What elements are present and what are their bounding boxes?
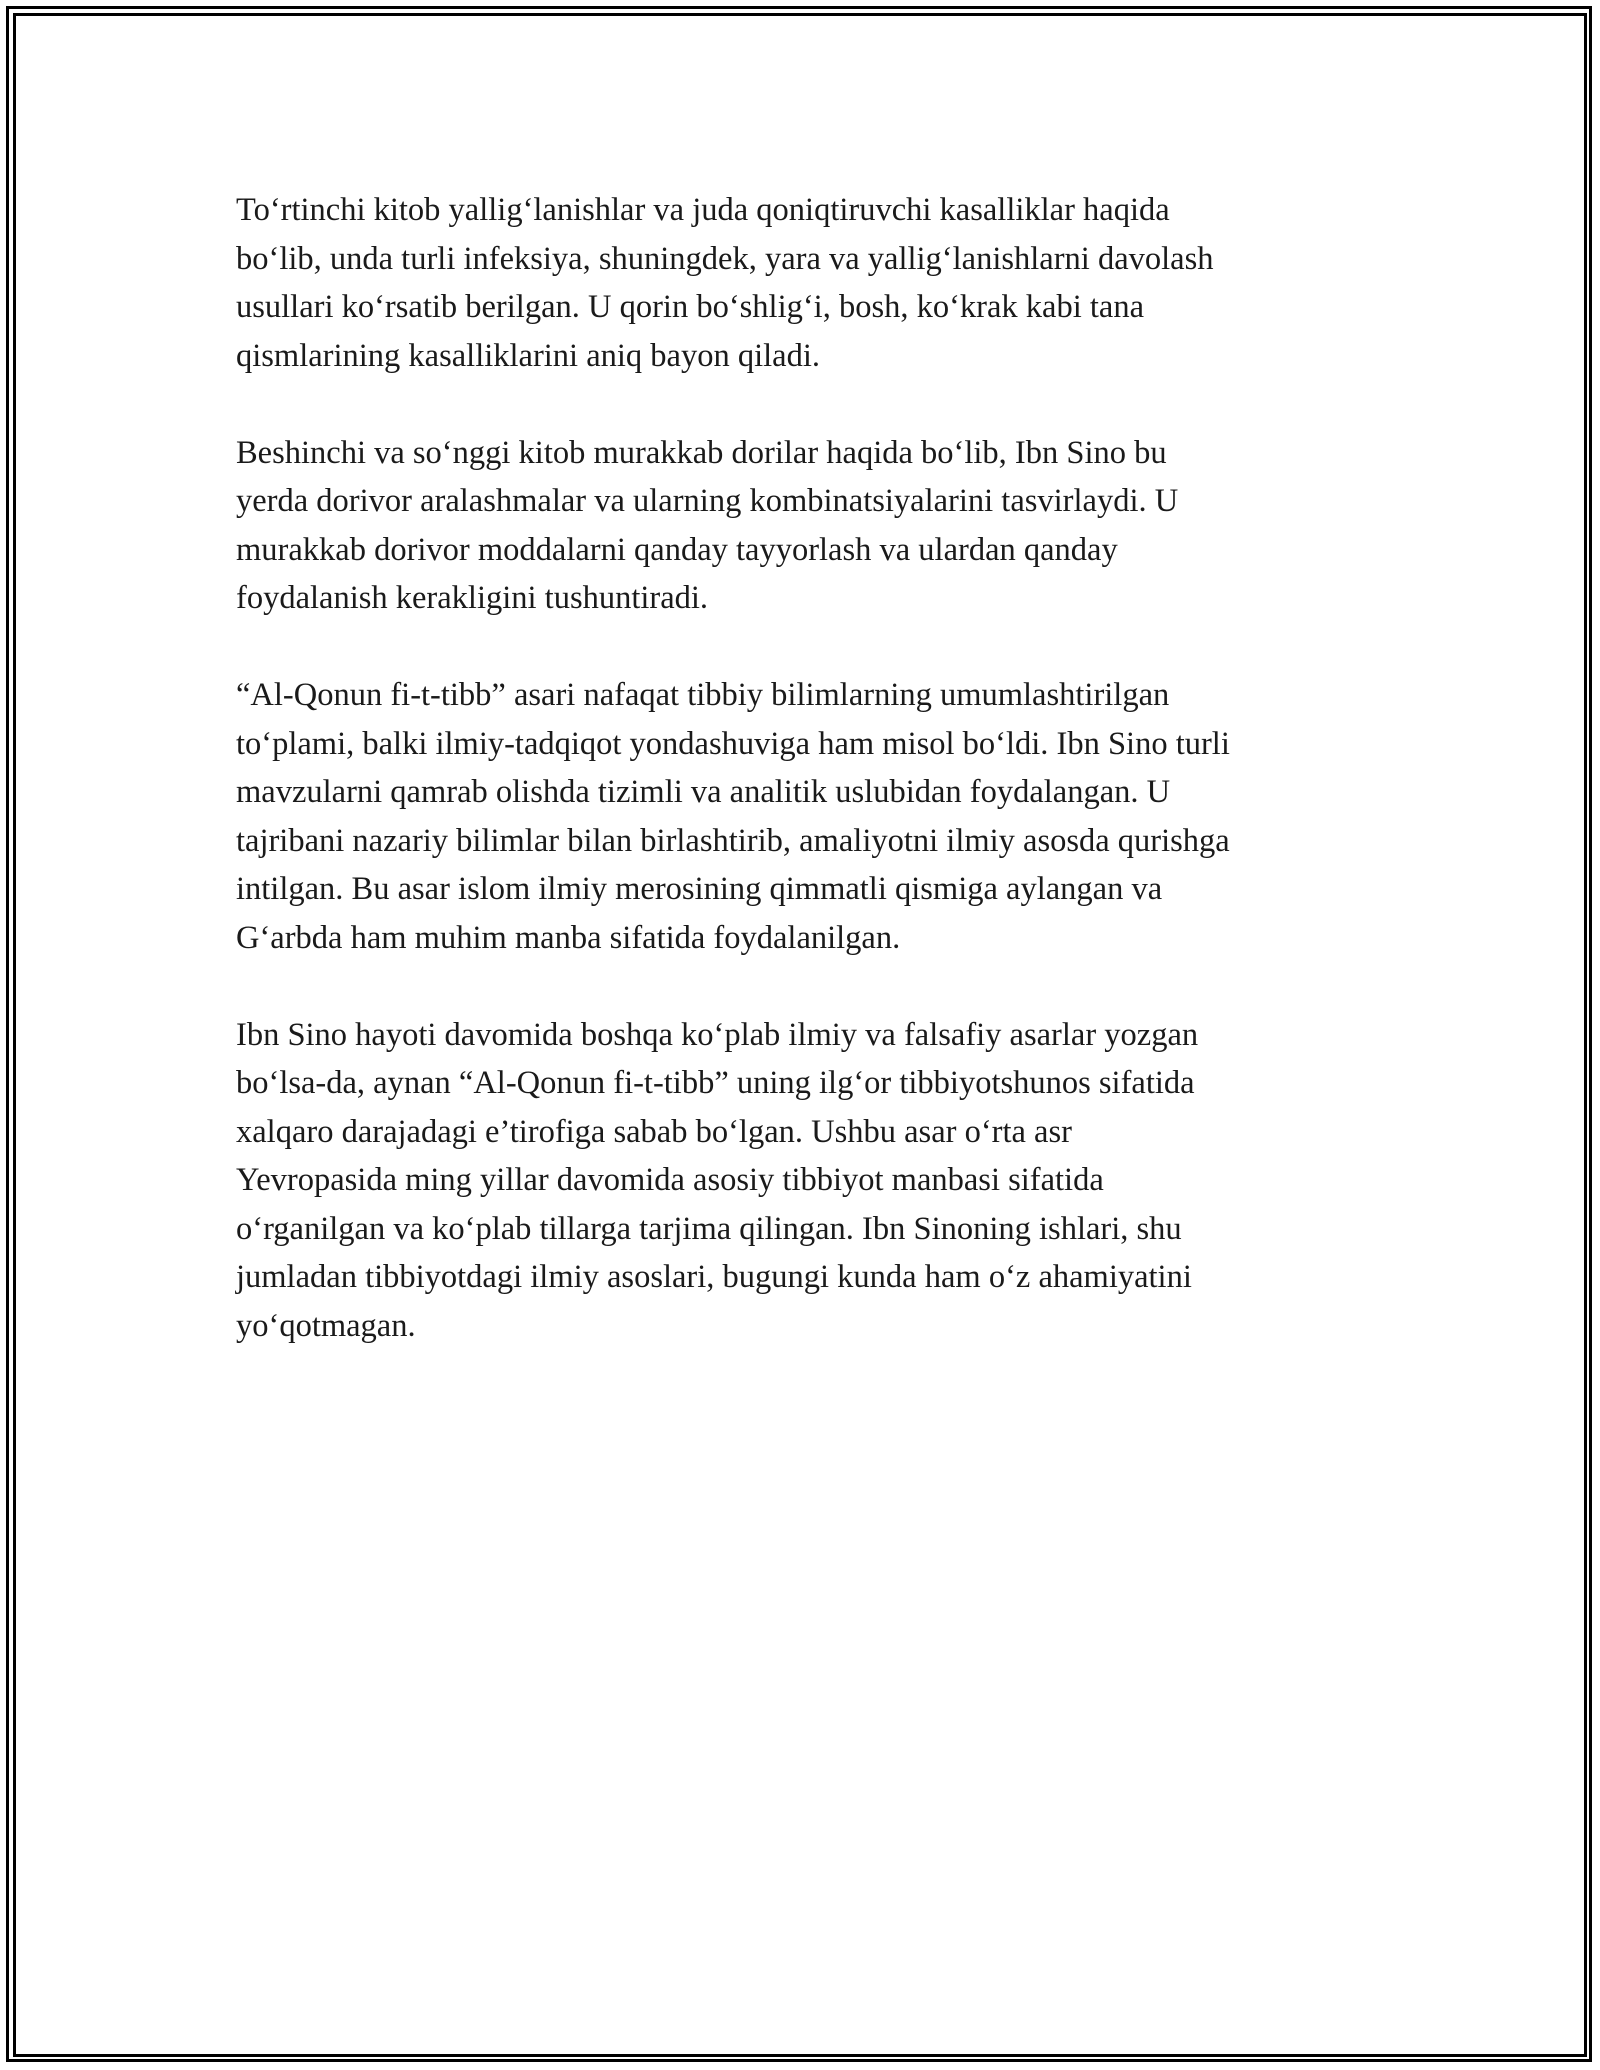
paragraph-fourth-book bbox=[236, 186, 1366, 380]
text-line: tajribani nazariy bilimlar bilan birlashtirib, amaliyotni ilmiy asosda qurishga bbox=[236, 822, 1230, 859]
text-line: jumladan tibbiyotdagi ilmiy asoslari, bugungi kunda ham o‘z ahamiyatini bbox=[236, 1259, 1192, 1295]
paragraph-fifth-book bbox=[236, 429, 1366, 623]
text-line: mavzularni qamrab olishda tizimli va analitik uslubidan foydalangan. U bbox=[236, 774, 1171, 810]
text-line: xalqaro darajadagi e’tirofiga sabab bo‘lgan. Ushbu asar o‘rta asr bbox=[236, 1113, 1072, 1150]
text-line: Ibn Sino hayoti davomida boshqa ko‘plab ilmiy va falsafiy asarlar yozgan bbox=[236, 1016, 1199, 1053]
text-line: to‘plami, balki ilmiy-tadqiqot yondashuviga ham misol bo‘ldi. Ibn Sino turli bbox=[236, 725, 1230, 762]
text-line: bo‘lsa-da, aynan “Al-Qonun fi-t-tibb” uning ilg‘or tibbiyotshunos sifatida bbox=[236, 1065, 1195, 1101]
text-line: bo‘lib, unda turli infeksiya, shuningdek, yara va yallig‘lanishlarni davolash bbox=[236, 240, 1214, 277]
text-line: Yevropasida ming yillar davomida asosiy tibbiyot manbasi sifatida bbox=[236, 1162, 1104, 1198]
paragraph-legacy bbox=[236, 1011, 1366, 1351]
document-body bbox=[236, 186, 1366, 1399]
paragraph-canon-significance bbox=[236, 671, 1366, 962]
text-line: “Al-Qonun fi-t-tibb” asari nafaqat tibbiy bilimlarning umumlashtirilgan bbox=[236, 677, 1170, 713]
text-line: foydalanish kerakligini tushuntiradi. bbox=[236, 580, 709, 616]
text-line: qismlarining kasalliklarini aniq bayon qiladi. bbox=[236, 337, 820, 374]
text-line: yerda dorivor aralashmalar va ularning kombinatsiyalarini tasvirlaydi. U bbox=[236, 483, 1179, 519]
text-line: intilgan. Bu asar islom ilmiy merosining qimmatli qismiga aylangan va bbox=[236, 871, 1163, 907]
text-line: usullari ko‘rsatib berilgan. U qorin bo‘shlig‘i, bosh, ko‘krak kabi tana bbox=[236, 289, 1145, 325]
text-line: G‘arbda ham muhim manba sifatida foydalanilgan. bbox=[236, 919, 901, 956]
text-line: Beshinchi va so‘nggi kitob murakkab dorilar haqida bo‘lib, Ibn Sino bu bbox=[236, 434, 1167, 471]
text-line: yo‘qotmagan. bbox=[236, 1307, 416, 1344]
text-line: o‘rganilgan va ko‘plab tillarga tarjima qilingan. Ibn Sinoning ishlari, shu bbox=[236, 1210, 1182, 1247]
text-line: murakkab dorivor moddalarni qanday tayyorlash va ulardan qanday bbox=[236, 531, 1118, 568]
text-line: To‘rtinchi kitob yallig‘lanishlar va juda qoniqtiruvchi kasalliklar haqida bbox=[236, 192, 1170, 228]
